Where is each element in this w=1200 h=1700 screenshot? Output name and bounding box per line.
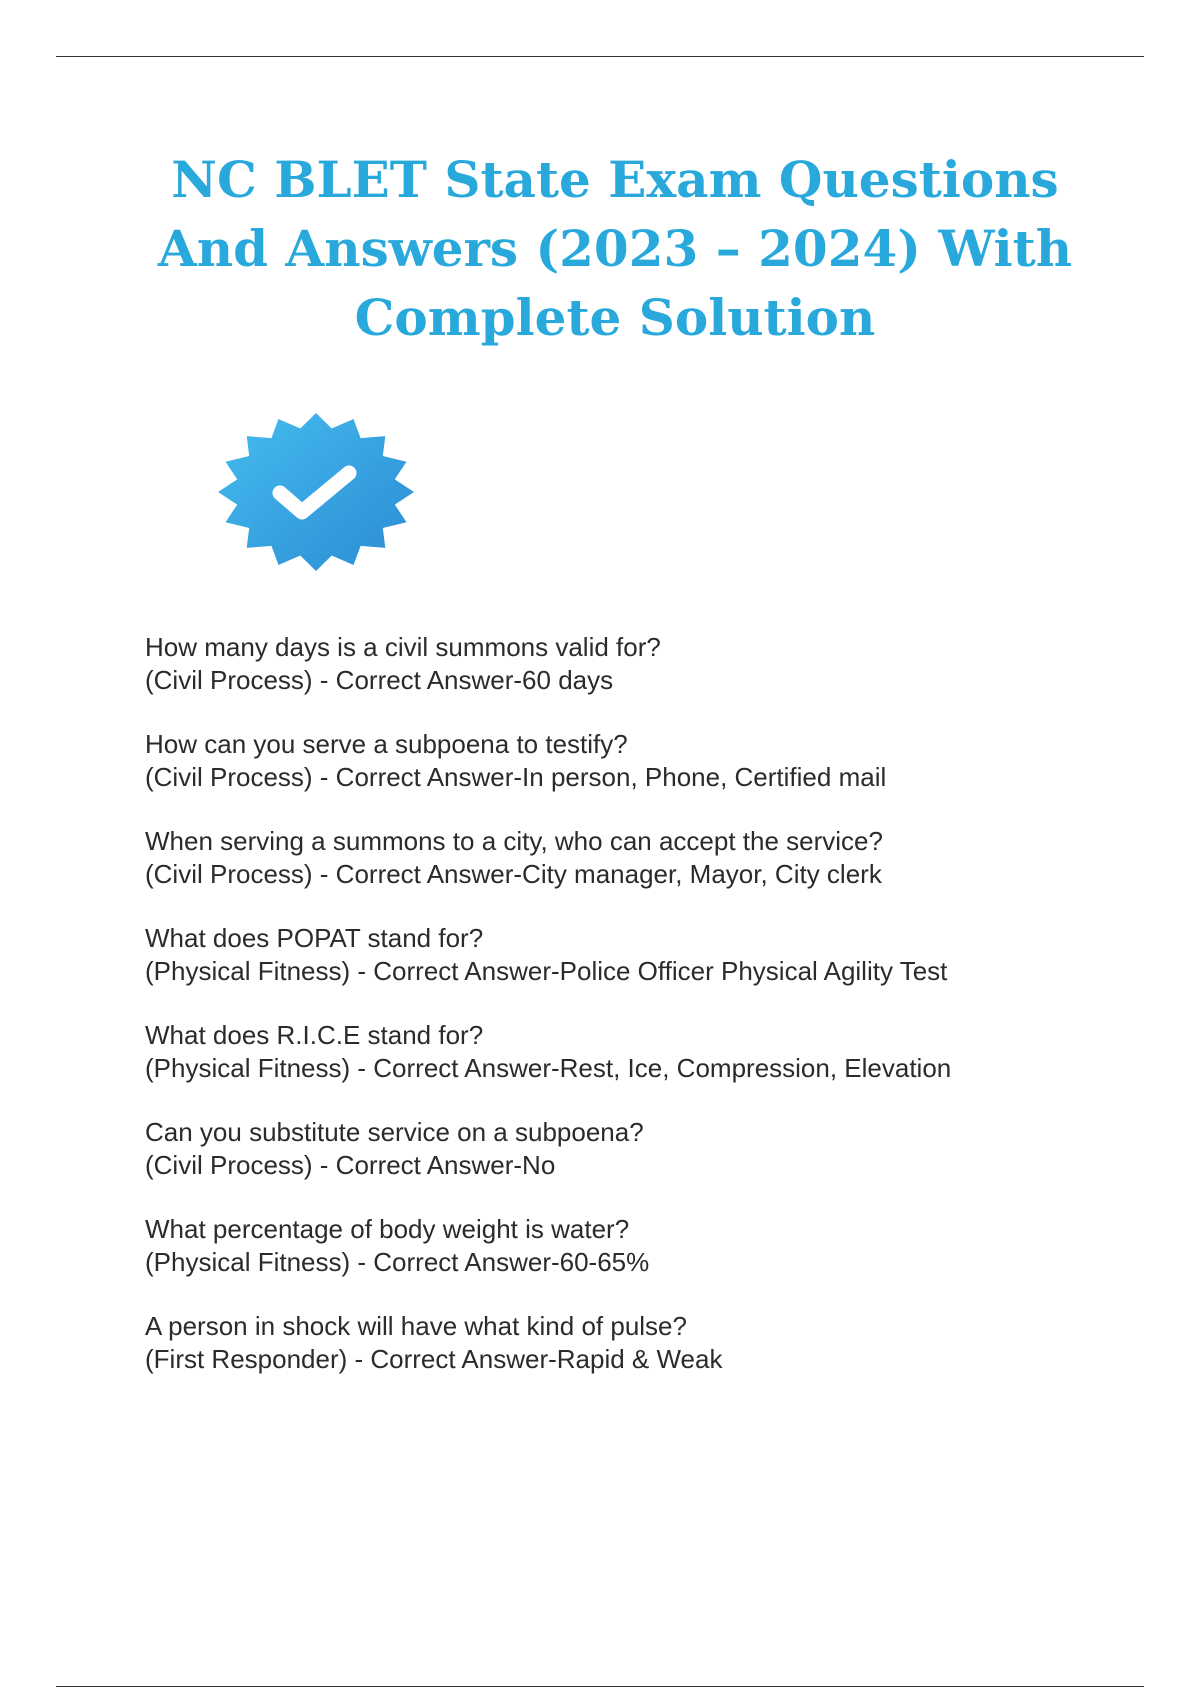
qa-item	[145, 728, 1045, 825]
qa-list	[145, 631, 1045, 1407]
answer-text: (Physical Fitness) - Correct Answer-60-65%	[145, 1246, 650, 1277]
answer-text: (Physical Fitness) - Correct Answer-Police Officer Physical Agility Test	[145, 955, 948, 986]
question-text: How many days is a civil summons valid for?	[145, 632, 661, 662]
qa-item	[145, 1310, 1045, 1407]
question-text: What does POPAT stand for?	[145, 923, 484, 953]
question-text: Can you substitute service on a subpoena?	[145, 1117, 644, 1147]
answer-text: (Physical Fitness) - Correct Answer-Rest, Ice, Compression, Elevation	[145, 1052, 952, 1083]
question-text: What percentage of body weight is water?	[145, 1214, 630, 1244]
verified-badge-checkmark-icon	[216, 411, 416, 573]
answer-text: (Civil Process) - Correct Answer-60 days	[145, 664, 614, 695]
header-divider	[56, 56, 1144, 57]
answer-text: (Civil Process) - Correct Answer-In person, Phone, Certified mail	[145, 761, 887, 792]
qa-item	[145, 631, 1045, 728]
document-title	[150, 145, 1080, 352]
qa-item	[145, 1213, 1045, 1310]
title-line-1: NC BLET State Exam Questions	[171, 150, 1059, 209]
answer-text: (Civil Process) - Correct Answer-No	[145, 1149, 556, 1180]
title-line-2: And Answers (2023 – 2024) With	[157, 219, 1073, 278]
qa-item	[145, 1019, 1045, 1116]
qa-item	[145, 1116, 1045, 1213]
question-text: How can you serve a subpoena to testify?	[145, 729, 628, 759]
title-line-3: Complete Solution	[354, 288, 876, 347]
question-text: What does R.I.C.E stand for?	[145, 1020, 484, 1050]
answer-text: (First Responder) - Correct Answer-Rapid & Weak	[145, 1343, 723, 1374]
question-text: When serving a summons to a city, who can accept the service?	[145, 826, 883, 856]
footer-divider	[56, 1686, 1144, 1687]
qa-item	[145, 922, 1045, 1019]
qa-item	[145, 825, 1045, 922]
question-text: A person in shock will have what kind of pulse?	[145, 1311, 687, 1341]
answer-text: (Civil Process) - Correct Answer-City manager, Mayor, City clerk	[145, 858, 882, 889]
